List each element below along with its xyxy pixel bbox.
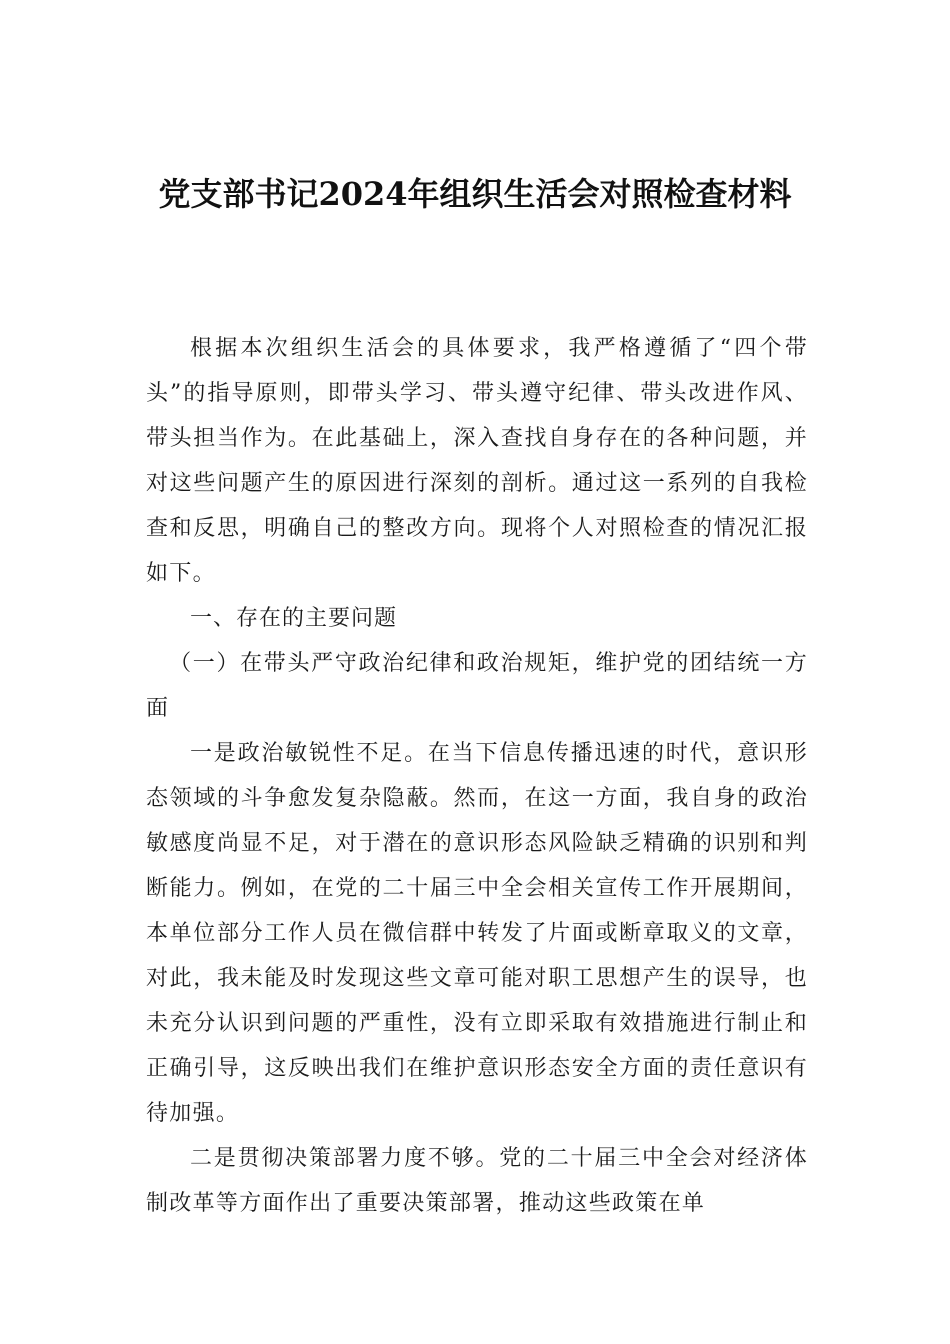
document-title: 党支部书记2024年组织生活会对照检查材料 (158, 175, 792, 213)
intro-paragraph: 根据本次组织生活会的具体要求，我严格遵循了“四个带头”的指导原则，即带头学习、带头遵守纪律、带头改进作风、带头担当作为。在此基础上，深入查找自身存在的各种问题，并对这些问题产生的原因进行深刻的剖析。通过这一系列的自我检查和反思，明确自己的整改方向。现将个人对照检查的情况汇报如下。 (146, 336, 808, 586)
document-body (146, 326, 808, 1226)
point-two-paragraph: 二是贯彻决策部署力度不够。党的二十届三中全会对经济体制改革等方面作出了重要决策部署，推动这些政策在单 (146, 1146, 808, 1216)
point-one-paragraph: 一是政治敏锐性不足。在当下信息传播迅速的时代，意识形态领域的斗争愈发复杂隐蔽。然而，在这一方面，我自身的政治敏感度尚显不足，对于潜在的意识形态风险缺乏精确的识别和判断能力。例如，在党的二十届三中全会相关宣传工作开展期间，本单位部分工作人员在微信群中转发了片面或断章取义的文章，对此，我未能及时发现这些文章可能对职工思想产生的误导，也未充分认识到问题的严重性，没有立即采取有效措施进行制止和正确引导，这反映出我们在维护意识形态安全方面的责任意识有待加强。 (146, 741, 808, 1126)
section-heading: 一、存在的主要问题 (190, 606, 398, 631)
subsection-heading: （一）在带头严守政治纪律和政治规矩，维护党的团结统一方面 (146, 651, 808, 721)
